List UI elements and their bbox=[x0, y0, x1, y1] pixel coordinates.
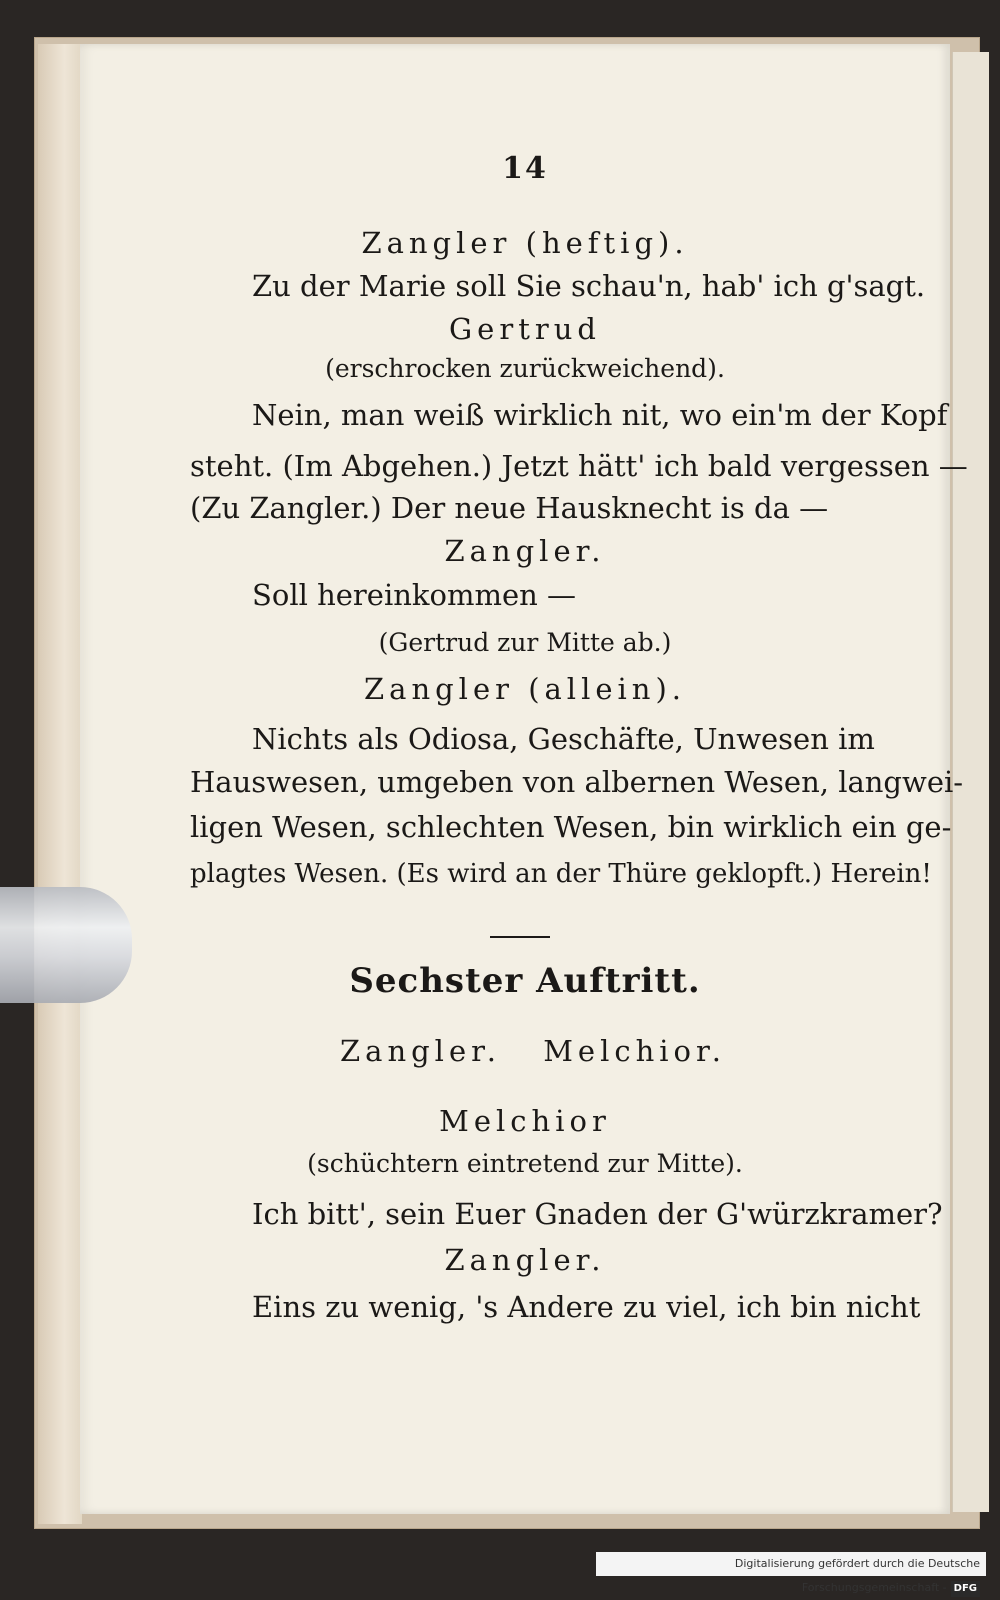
text-line: Eins zu wenig, 's Andere zu viel, ich bin nicht bbox=[252, 1290, 921, 1324]
stage-direction: (schüchtern eintretend zur Mitte). bbox=[307, 1149, 743, 1178]
speaker-line: Gertrud bbox=[449, 312, 601, 346]
text-line: Nichts als Odiosa, Geschäfte, Unwesen im bbox=[252, 722, 875, 756]
speaker-line: Zangler (allein). bbox=[364, 672, 686, 706]
text-line: steht. (Im Abgehen.) Jetzt hätt' ich bald vergessen — bbox=[190, 449, 968, 483]
text-line: plagtes Wesen. (Es wird an der Thüre geklopft.) Herein! bbox=[190, 859, 932, 889]
stage-direction: (erschrocken zurückweichend). bbox=[325, 354, 725, 383]
text-line: Hauswesen, umgeben von albernen Wesen, langwei- bbox=[190, 765, 964, 799]
digitization-credit bbox=[596, 1552, 986, 1594]
scene-heading: Sechster Auftritt. bbox=[349, 961, 701, 1001]
characters-line: Zangler. Melchior. bbox=[340, 1034, 726, 1068]
text-line: ligen Wesen, schlechten Wesen, bin wirklich ein ge- bbox=[190, 810, 952, 844]
credit-text: Digitalisierung gefördert durch die Deutsche Forschungsgemeinschaft - bbox=[734, 1557, 980, 1594]
text-line: (Zu Zangler.) Der neue Hausknecht is da — bbox=[190, 491, 829, 525]
text-line: Soll hereinkommen — bbox=[252, 578, 576, 612]
text-line: Nein, man weiß wirklich nit, wo ein'm der Kopf bbox=[252, 398, 948, 432]
speaker-line: Melchior bbox=[439, 1104, 611, 1138]
text-line: Ich bitt', sein Euer Gnaden der G'würzkramer? bbox=[252, 1197, 943, 1231]
speaker-line: Zangler. bbox=[444, 534, 606, 568]
stage-direction: (Gertrud zur Mitte ab.) bbox=[378, 628, 672, 657]
speaker-line: Zangler (heftig). bbox=[361, 226, 689, 260]
text-line: Zu der Marie soll Sie schau'n, hab' ich g'sagt. bbox=[252, 269, 926, 303]
section-divider bbox=[490, 936, 550, 938]
speaker-line: Zangler. bbox=[444, 1243, 606, 1277]
page-number: 14 bbox=[502, 151, 548, 186]
dfg-logo: DFG bbox=[951, 1581, 980, 1597]
